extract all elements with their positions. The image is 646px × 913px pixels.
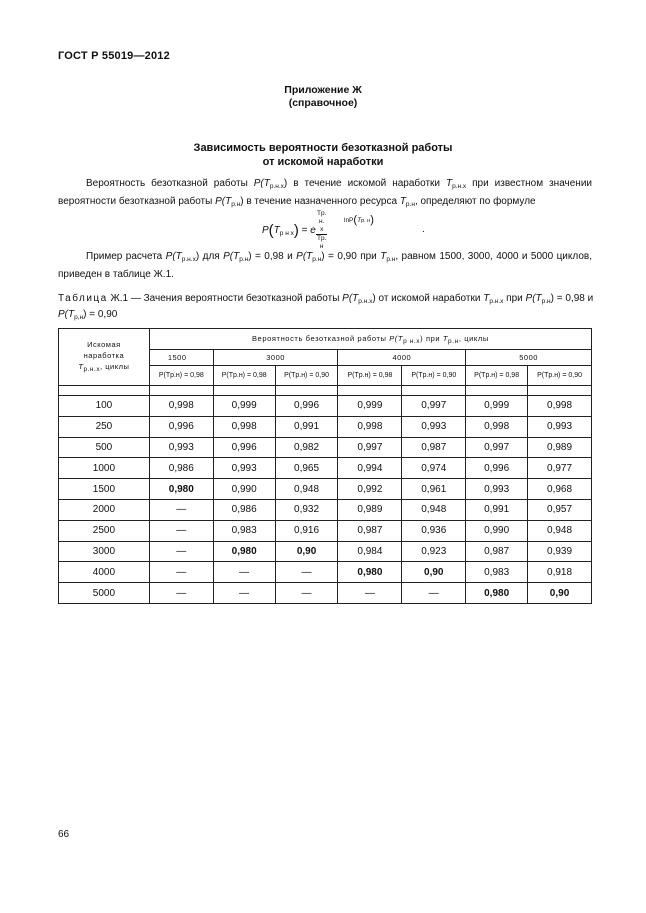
formula-lhs: $P(T_{р н х}) = e$ [262,222,316,239]
group-header: 3000 [213,350,338,366]
group-header: 5000 [466,350,592,366]
annex-title: Приложение Ж [284,84,362,96]
table-cell: 0,996 [275,396,338,417]
table-cell: 0,999 [338,396,402,417]
subheader-cell: P(Tр.н) = 0,98 [466,366,528,386]
row-label: 2000 [59,499,150,520]
row-label: 1000 [59,458,150,479]
table-cell: — [213,562,275,583]
section-title [0,141,646,169]
subheader-cell: P(Tр.н) = 0,98 [213,366,275,386]
reliability-formula: $P(T_{р н х}) = e$ Tр. н. х Tр. н lnP(Tр. н) . [262,210,425,250]
row-label: 1500 [59,479,150,500]
table-cell: 0,996 [213,437,275,458]
table-cell: — [149,541,213,562]
table-cell: 0,987 [338,520,402,541]
table-cell: — [149,499,213,520]
table-cell: — [149,583,213,604]
table-cell: 0,90 [528,583,592,604]
table-row [59,583,592,604]
table-cell: 0,998 [466,416,528,437]
table-cell: 0,916 [275,520,338,541]
table-cell: 0,980 [338,562,402,583]
table-cell: 0,993 [466,479,528,500]
table-cell: 0,90 [402,562,466,583]
table-cell: 0,993 [213,458,275,479]
table-cell: 0,939 [528,541,592,562]
table-cell: 0,999 [213,396,275,417]
row-label: 100 [59,396,150,417]
table-cell: 0,998 [213,416,275,437]
annex-heading [0,84,646,110]
table-cell: 0,90 [275,541,338,562]
table-cell: — [213,583,275,604]
table-row [59,479,592,500]
row-label: 2500 [59,520,150,541]
subheader-cell: P(Tр.н) = 0,90 [275,366,338,386]
table-cell: 0,994 [338,458,402,479]
table-cell: 0,984 [338,541,402,562]
table-cell: 0,948 [528,520,592,541]
table-cell: 0,998 [149,396,213,417]
table-cell: 0,992 [338,479,402,500]
table-cell: 0,986 [213,499,275,520]
section-title-line1: Зависимость вероятности безотказной работы [193,142,453,154]
reliability-table [58,328,592,604]
table-cell: 0,987 [466,541,528,562]
table-cell: 0,993 [528,416,592,437]
table-cell: 0,989 [338,499,402,520]
table-corner-header: Искомая наработка $T_{р.н.х}$, циклы [59,329,150,386]
table-cell: 0,989 [528,437,592,458]
table-cell: — [275,583,338,604]
row-label: 3000 [59,541,150,562]
table-cell: 0,974 [402,458,466,479]
table-cell: 0,968 [528,479,592,500]
table-row [59,416,592,437]
table-row [59,499,592,520]
group-header: 1500 [149,350,213,366]
document-header: ГОСТ Р 55019—2012 [58,50,170,62]
table-cell: 0,991 [466,499,528,520]
row-label: 250 [59,416,150,437]
table-cell: 0,998 [528,396,592,417]
table-cell: 0,983 [213,520,275,541]
table-cell: 0,936 [402,520,466,541]
row-label: 4000 [59,562,150,583]
table-cell: 0,980 [213,541,275,562]
subheader-cell: P(Tр.н) = 0,90 [528,366,592,386]
table-cell: 0,977 [528,458,592,479]
table-cell: 0,997 [338,437,402,458]
table-row [59,520,592,541]
subheader-cell: P(Tр.н) = 0,90 [402,366,466,386]
section-title-line2: от искомой наработки [262,156,384,168]
subheader-cell: P(Tр.н) = 0,98 [149,366,213,386]
table-row [59,437,592,458]
table-cell: 0,993 [402,416,466,437]
table-cell: 0,948 [275,479,338,500]
table-row [59,396,592,417]
subheader-cell: P(Tр.н) = 0,98 [338,366,402,386]
table-cell: — [149,562,213,583]
table-cell: 0,996 [149,416,213,437]
table-cell: 0,999 [466,396,528,417]
table-cell: 0,997 [402,396,466,417]
table-header-row [59,329,592,350]
group-header: 4000 [338,350,466,366]
table-cell: 0,961 [402,479,466,500]
table-cell: 0,980 [149,479,213,500]
table-top-header: Вероятность безотказной работы $P(T_{р н.х})$ при $T_{р.н}$, циклы [149,329,591,350]
table-cell: 0,993 [149,437,213,458]
table-row [59,562,592,583]
table-cell: 0,948 [402,499,466,520]
table-cell: 0,990 [213,479,275,500]
table-cell: 0,987 [402,437,466,458]
table-cell: 0,990 [466,520,528,541]
table-cell: — [149,520,213,541]
table-cell: 0,986 [149,458,213,479]
page-number: 66 [58,829,70,840]
table-cell: 0,965 [275,458,338,479]
paragraph-formula-intro: Вероятность безотказной работы $P(T_{р.н.х})$ в течение искомой наработки $T_{р.н.х}$ при известном значении вероятности безотказной работы $P(T_{р.н})$ в течение назначенного ресурса $T_{р.н}$, определяют по формуле [58,178,592,208]
table-cell: 0,982 [275,437,338,458]
table-cell: 0,991 [275,416,338,437]
table-cell: 0,998 [338,416,402,437]
row-label: 5000 [59,583,150,604]
table-cell: 0,957 [528,499,592,520]
table-row [59,458,592,479]
annex-subtitle: (справочное) [288,97,358,109]
table-cell: 0,983 [466,562,528,583]
table-cell: 0,932 [275,499,338,520]
table-row [59,541,592,562]
table-spacer-row [59,386,592,396]
table-caption: Таблица Ж.1 — Зачения вероятности безотказной работы $P(T_{р.н.х})$ от искомой наработки $T_{р.н.х}$ при $P(T_{р.н}) = 0,98$ и $P(T_{р,н}) = 0,90$ [58,293,594,321]
table-cell: 0,980 [466,583,528,604]
table-cell: 0,997 [466,437,528,458]
table-cell: — [402,583,466,604]
table-cell: — [275,562,338,583]
table-cell: 0,996 [466,458,528,479]
table-cell: 0,923 [402,541,466,562]
paragraph-example: Пример расчета $P(T_{р.н.х})$ для $P(T_{р.н}) = 0,98$ и $P(T_{р.н}) = 0,90$ при $T_{р.н}$, равном 1500, 3000, 4000 и 5000 циклов, приведен в таблице Ж.1. [58,251,592,280]
table-cell: 0,918 [528,562,592,583]
row-label: 500 [59,437,150,458]
table-cell: — [338,583,402,604]
